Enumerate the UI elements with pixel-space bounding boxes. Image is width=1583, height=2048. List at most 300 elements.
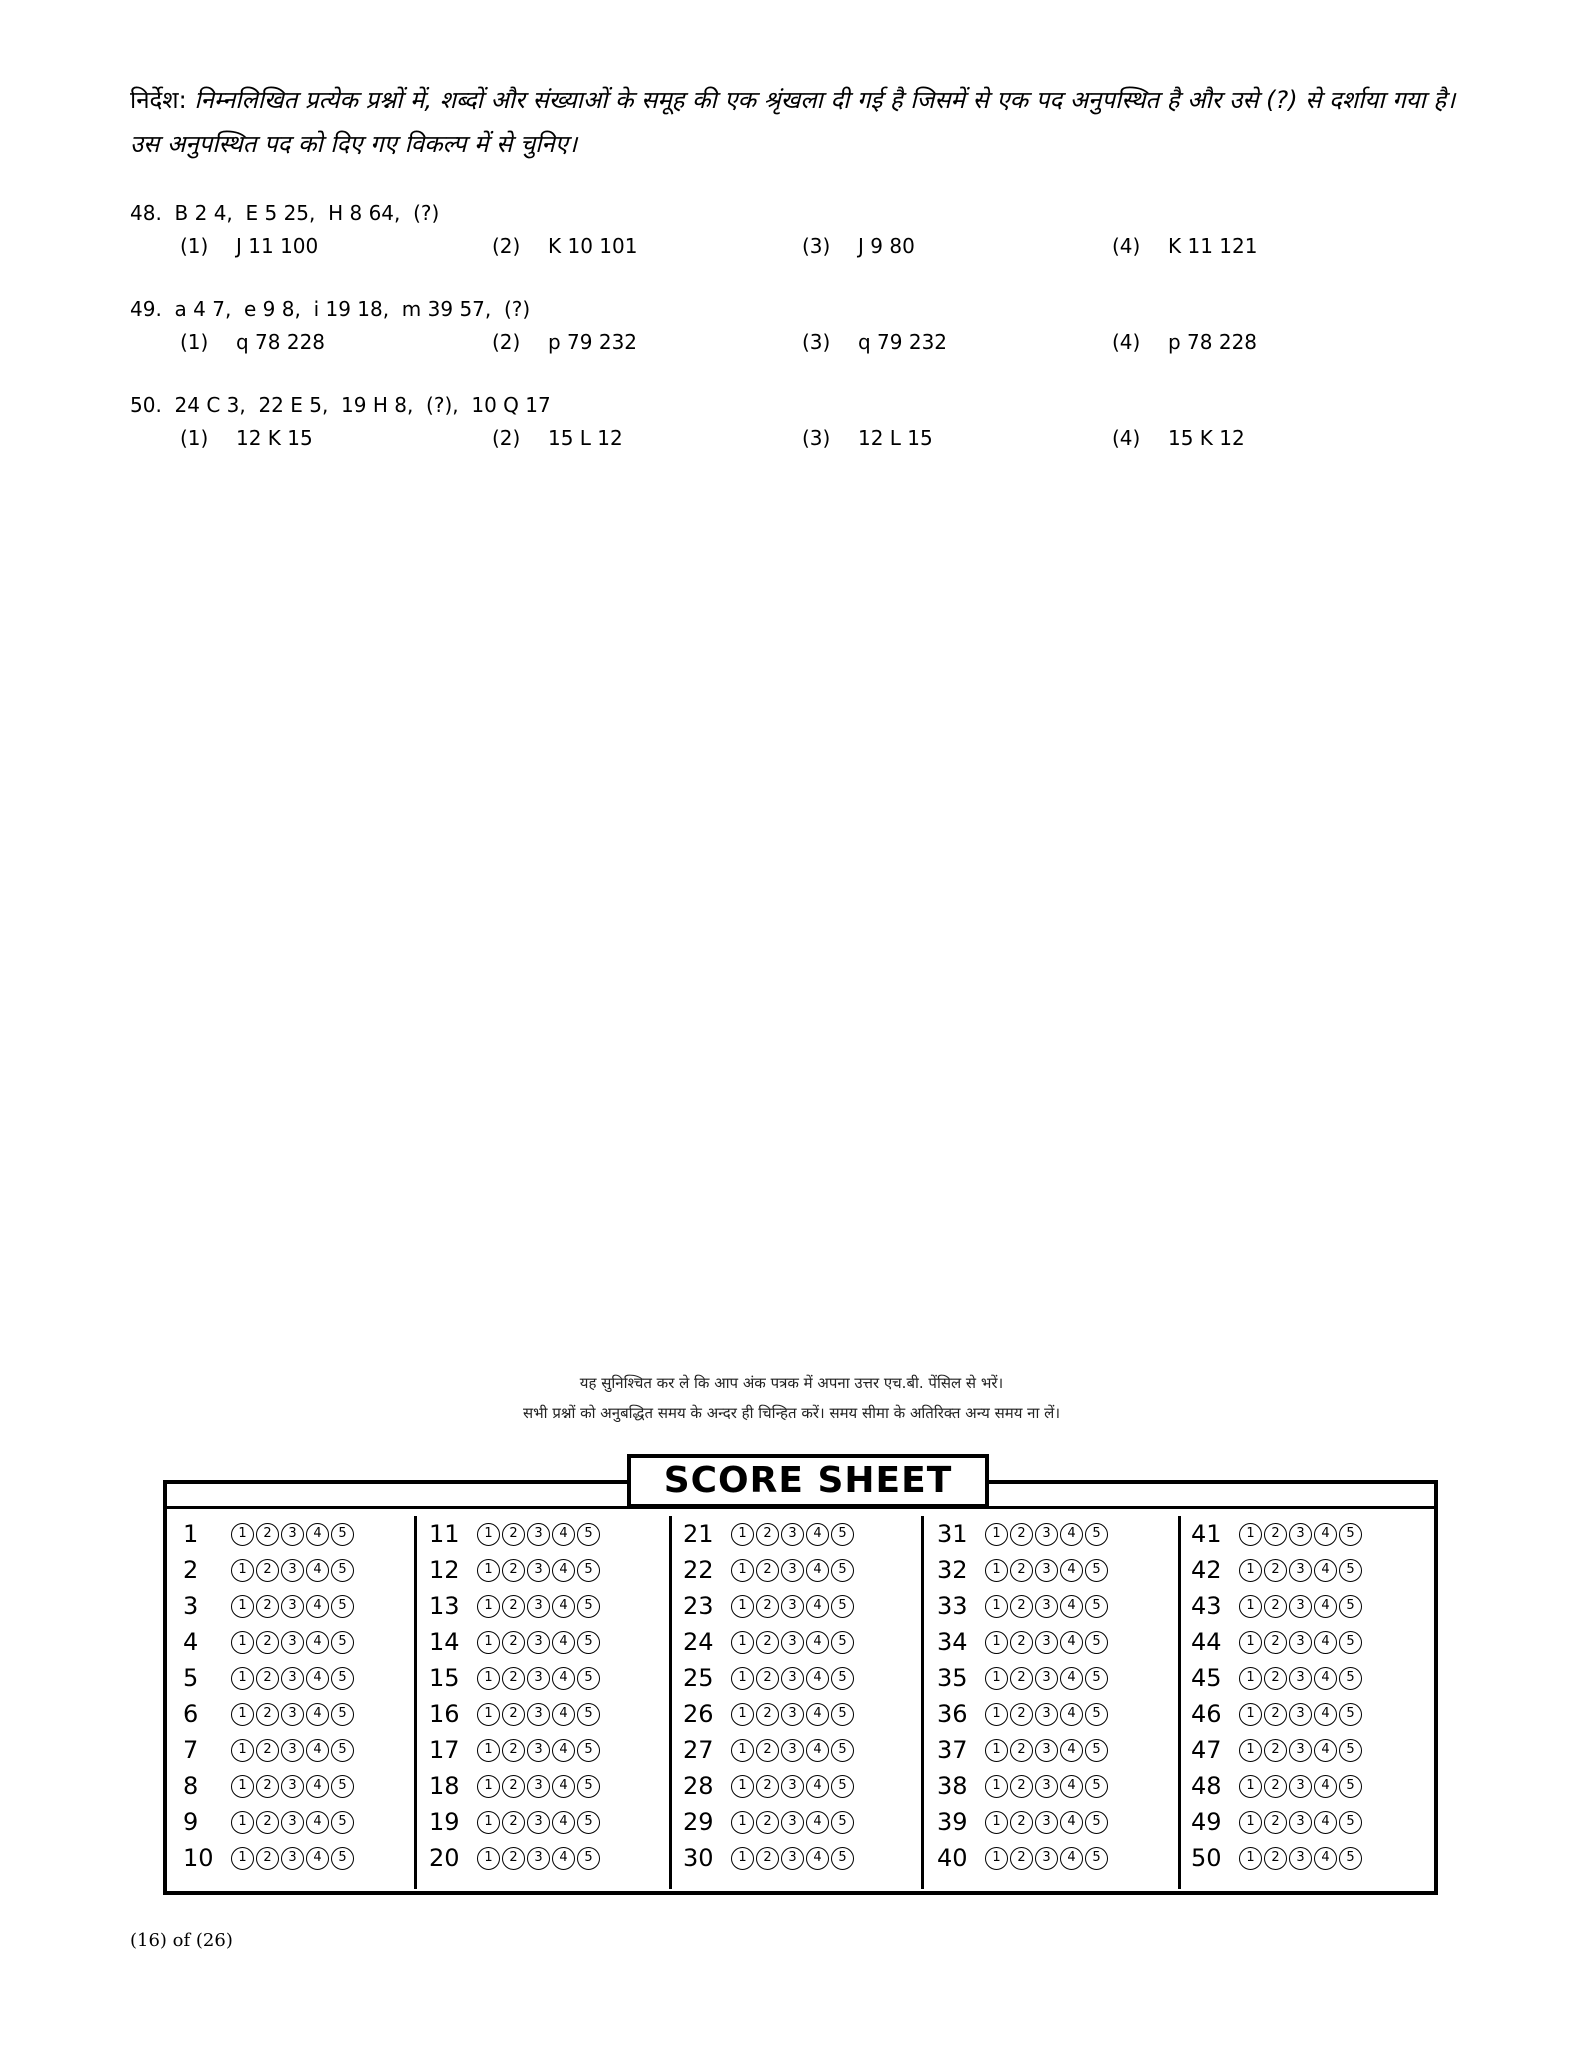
answer-bubble-4[interactable]: 4 [552,1559,575,1582]
answer-bubble-5[interactable]: 5 [577,1595,600,1618]
answer-bubble-1[interactable]: 1 [231,1811,254,1834]
answer-bubble-2[interactable]: 2 [502,1559,525,1582]
answer-bubble-1[interactable]: 1 [985,1703,1008,1726]
answer-bubble-2[interactable]: 2 [256,1559,279,1582]
answer-bubble-3[interactable]: 3 [527,1703,550,1726]
answer-bubble-2[interactable]: 2 [756,1775,779,1798]
option-2 [492,326,637,358]
answer-bubble-2[interactable]: 2 [1264,1631,1287,1654]
answer-bubble-5[interactable]: 5 [1339,1703,1362,1726]
option-text: 15 L 12 [548,426,623,450]
answer-bubble-1[interactable]: 1 [1239,1703,1262,1726]
answer-bubble-4[interactable]: 4 [552,1703,575,1726]
answer-bubble-3[interactable]: 3 [781,1559,804,1582]
answer-bubble-5[interactable]: 5 [331,1811,354,1834]
option-text: K 10 101 [548,234,638,258]
answer-bubbles [731,1775,856,1798]
answer-bubble-2[interactable]: 2 [1264,1523,1287,1546]
answer-bubble-5[interactable]: 5 [831,1739,854,1762]
answer-bubble-5[interactable]: 5 [1339,1631,1362,1654]
answer-bubble-5[interactable]: 5 [1085,1523,1108,1546]
answer-bubble-3[interactable]: 3 [527,1847,550,1870]
answer-bubble-2[interactable]: 2 [502,1523,525,1546]
answer-bubble-2[interactable]: 2 [1264,1703,1287,1726]
answer-bubble-2[interactable]: 2 [1010,1703,1033,1726]
option-number: (4) [1112,426,1141,450]
answer-bubble-2[interactable]: 2 [756,1523,779,1546]
answer-bubble-1[interactable]: 1 [1239,1595,1262,1618]
answer-bubble-5[interactable]: 5 [577,1667,600,1690]
answer-bubble-3[interactable]: 3 [1035,1847,1058,1870]
answer-bubble-1[interactable]: 1 [477,1523,500,1546]
answer-bubble-3[interactable]: 3 [527,1595,550,1618]
answer-bubble-4[interactable]: 4 [1314,1847,1337,1870]
answer-bubble-2[interactable]: 2 [256,1595,279,1618]
answer-bubble-2[interactable]: 2 [502,1847,525,1870]
question-options [130,326,1330,358]
answer-bubble-4[interactable]: 4 [552,1847,575,1870]
answer-bubble-4[interactable]: 4 [806,1775,829,1798]
answer-bubble-2[interactable]: 2 [502,1631,525,1654]
answer-bubble-3[interactable]: 3 [281,1667,304,1690]
answer-bubble-3[interactable]: 3 [781,1703,804,1726]
answer-bubble-2[interactable]: 2 [256,1667,279,1690]
answer-bubble-3[interactable]: 3 [1289,1595,1312,1618]
answer-bubble-5[interactable]: 5 [577,1811,600,1834]
answer-bubble-2[interactable]: 2 [502,1595,525,1618]
answer-bubble-3[interactable]: 3 [781,1667,804,1690]
answer-bubble-1[interactable]: 1 [731,1847,754,1870]
answer-bubble-3[interactable]: 3 [1289,1739,1312,1762]
answer-bubble-5[interactable]: 5 [1085,1739,1108,1762]
answer-bubble-1[interactable]: 1 [985,1739,1008,1762]
answer-bubble-2[interactable]: 2 [1264,1667,1287,1690]
answer-bubble-3[interactable]: 3 [781,1595,804,1618]
answer-question-number: 42 [1191,1556,1222,1584]
column-divider [921,1516,924,1889]
answer-bubble-4[interactable]: 4 [552,1739,575,1762]
answer-bubble-5[interactable]: 5 [577,1847,600,1870]
answer-bubble-2[interactable]: 2 [1010,1775,1033,1798]
answer-bubble-3[interactable]: 3 [781,1631,804,1654]
answer-bubble-1[interactable]: 1 [1239,1739,1262,1762]
answer-bubble-5[interactable]: 5 [831,1703,854,1726]
answer-bubble-2[interactable]: 2 [1264,1847,1287,1870]
answer-bubble-1[interactable]: 1 [477,1703,500,1726]
answer-bubble-3[interactable]: 3 [281,1703,304,1726]
answer-bubble-2[interactable]: 2 [756,1811,779,1834]
answer-row [183,1840,356,1876]
answer-bubble-4[interactable]: 4 [1314,1739,1337,1762]
answer-bubble-4[interactable]: 4 [1060,1847,1083,1870]
answer-bubble-3[interactable]: 3 [781,1739,804,1762]
answer-row [937,1804,1110,1840]
answer-bubble-5[interactable]: 5 [1085,1631,1108,1654]
answer-bubbles [1239,1739,1364,1762]
answer-bubble-5[interactable]: 5 [1085,1811,1108,1834]
answer-bubble-2[interactable]: 2 [756,1667,779,1690]
answer-bubbles [231,1775,356,1798]
answer-bubble-3[interactable]: 3 [281,1739,304,1762]
answer-bubble-4[interactable]: 4 [306,1595,329,1618]
answer-bubble-2[interactable]: 2 [256,1739,279,1762]
answer-bubble-4[interactable]: 4 [1060,1775,1083,1798]
answer-bubble-1[interactable]: 1 [985,1847,1008,1870]
answer-bubble-3[interactable]: 3 [281,1811,304,1834]
answer-bubble-3[interactable]: 3 [1289,1775,1312,1798]
answer-bubble-5[interactable]: 5 [577,1703,600,1726]
answer-bubble-1[interactable]: 1 [477,1559,500,1582]
answer-bubble-4[interactable]: 4 [1060,1703,1083,1726]
answer-bubble-3[interactable]: 3 [781,1523,804,1546]
answer-bubble-2[interactable]: 2 [502,1811,525,1834]
answer-bubble-5[interactable]: 5 [331,1847,354,1870]
answer-bubble-2[interactable]: 2 [1010,1739,1033,1762]
answer-bubble-1[interactable]: 1 [231,1595,254,1618]
answer-bubble-2[interactable]: 2 [1264,1775,1287,1798]
answer-bubble-1[interactable]: 1 [731,1667,754,1690]
answer-bubble-2[interactable]: 2 [502,1667,525,1690]
answer-bubble-3[interactable]: 3 [281,1631,304,1654]
answer-row [1191,1660,1364,1696]
answer-bubble-4[interactable]: 4 [806,1739,829,1762]
answer-bubble-3[interactable]: 3 [1035,1595,1058,1618]
answer-bubble-5[interactable]: 5 [831,1811,854,1834]
answer-bubble-3[interactable]: 3 [1035,1811,1058,1834]
answer-bubble-5[interactable]: 5 [331,1523,354,1546]
answer-bubble-2[interactable]: 2 [756,1595,779,1618]
answer-bubble-1[interactable]: 1 [1239,1667,1262,1690]
answer-bubble-1[interactable]: 1 [477,1595,500,1618]
answer-bubble-5[interactable]: 5 [577,1739,600,1762]
answer-bubble-2[interactable]: 2 [1010,1559,1033,1582]
answer-bubble-3[interactable]: 3 [781,1775,804,1798]
answer-bubble-3[interactable]: 3 [527,1559,550,1582]
answer-bubble-2[interactable]: 2 [1010,1595,1033,1618]
answer-bubble-3[interactable]: 3 [781,1811,804,1834]
answer-bubble-5[interactable]: 5 [331,1775,354,1798]
answer-bubbles [477,1739,602,1762]
answer-bubble-4[interactable]: 4 [1314,1559,1337,1582]
option-1 [180,230,318,262]
answer-row [937,1840,1110,1876]
answer-bubble-4[interactable]: 4 [1314,1811,1337,1834]
answer-bubble-1[interactable]: 1 [731,1703,754,1726]
answer-bubble-4[interactable]: 4 [306,1523,329,1546]
answer-bubble-2[interactable]: 2 [1010,1631,1033,1654]
answer-bubble-1[interactable]: 1 [731,1559,754,1582]
answer-row [429,1552,602,1588]
answer-bubble-1[interactable]: 1 [985,1667,1008,1690]
answer-bubble-5[interactable]: 5 [1085,1847,1108,1870]
answer-bubble-3[interactable]: 3 [281,1595,304,1618]
answer-bubble-1[interactable]: 1 [985,1775,1008,1798]
answer-bubble-1[interactable]: 1 [231,1631,254,1654]
question-options [130,422,1330,454]
answer-bubble-1[interactable]: 1 [731,1739,754,1762]
answer-bubble-1[interactable]: 1 [1239,1775,1262,1798]
answer-row [937,1588,1110,1624]
answer-bubble-4[interactable]: 4 [306,1703,329,1726]
answer-bubble-4[interactable]: 4 [552,1523,575,1546]
answer-row [937,1732,1110,1768]
answer-bubble-5[interactable]: 5 [831,1775,854,1798]
answer-bubble-5[interactable]: 5 [831,1523,854,1546]
answer-bubble-1[interactable]: 1 [231,1775,254,1798]
answer-bubble-3[interactable]: 3 [1035,1523,1058,1546]
answer-bubble-3[interactable]: 3 [527,1739,550,1762]
answer-bubble-3[interactable]: 3 [281,1847,304,1870]
answer-bubbles [231,1595,356,1618]
answer-bubble-2[interactable]: 2 [1264,1559,1287,1582]
answer-bubble-2[interactable]: 2 [1010,1523,1033,1546]
answer-question-number: 18 [429,1772,460,1800]
answer-bubble-3[interactable]: 3 [527,1523,550,1546]
answer-bubble-4[interactable]: 4 [1314,1631,1337,1654]
answer-bubble-4[interactable]: 4 [1060,1667,1083,1690]
answer-bubble-3[interactable]: 3 [1289,1703,1312,1726]
answer-bubble-4[interactable]: 4 [306,1667,329,1690]
answer-bubble-1[interactable]: 1 [1239,1811,1262,1834]
answer-bubble-5[interactable]: 5 [831,1595,854,1618]
answer-bubble-4[interactable]: 4 [552,1667,575,1690]
answer-bubble-5[interactable]: 5 [1339,1667,1362,1690]
option-text: q 79 232 [858,330,948,354]
answer-bubble-2[interactable]: 2 [256,1775,279,1798]
answer-bubble-1[interactable]: 1 [477,1847,500,1870]
answer-bubbles [731,1847,856,1870]
answer-bubble-4[interactable]: 4 [552,1775,575,1798]
answer-bubble-3[interactable]: 3 [527,1811,550,1834]
question-stem [130,196,1330,230]
answer-bubble-1[interactable]: 1 [731,1523,754,1546]
answer-bubble-2[interactable]: 2 [256,1847,279,1870]
answer-bubble-4[interactable]: 4 [1314,1595,1337,1618]
answer-bubble-1[interactable]: 1 [731,1775,754,1798]
answer-bubble-2[interactable]: 2 [502,1775,525,1798]
answer-bubble-1[interactable]: 1 [1239,1559,1262,1582]
answer-bubble-1[interactable]: 1 [231,1703,254,1726]
question-number: 49. [130,297,162,321]
answer-bubble-3[interactable]: 3 [1289,1523,1312,1546]
answer-bubble-5[interactable]: 5 [1339,1847,1362,1870]
answer-bubble-4[interactable]: 4 [1060,1739,1083,1762]
answer-bubble-5[interactable]: 5 [1085,1703,1108,1726]
answer-row [683,1840,856,1876]
answer-bubble-4[interactable]: 4 [1060,1523,1083,1546]
answer-bubble-4[interactable]: 4 [306,1631,329,1654]
answer-bubble-4[interactable]: 4 [552,1631,575,1654]
answer-bubble-4[interactable]: 4 [306,1559,329,1582]
answer-bubble-3[interactable]: 3 [281,1559,304,1582]
answer-bubble-5[interactable]: 5 [577,1631,600,1654]
answer-bubble-4[interactable]: 4 [552,1811,575,1834]
answer-bubble-3[interactable]: 3 [281,1523,304,1546]
answer-row [683,1768,856,1804]
answer-row [1191,1804,1364,1840]
answer-bubble-5[interactable]: 5 [831,1631,854,1654]
answer-row [1191,1840,1364,1876]
answer-bubble-3[interactable]: 3 [781,1847,804,1870]
answer-bubble-5[interactable]: 5 [1339,1523,1362,1546]
answer-question-number: 17 [429,1736,460,1764]
answer-bubble-4[interactable]: 4 [1060,1559,1083,1582]
answer-bubble-5[interactable]: 5 [1339,1811,1362,1834]
answer-bubble-3[interactable]: 3 [527,1667,550,1690]
answer-bubble-5[interactable]: 5 [331,1703,354,1726]
answer-bubble-5[interactable]: 5 [331,1667,354,1690]
answer-bubble-1[interactable]: 1 [477,1631,500,1654]
answer-bubbles [1239,1631,1364,1654]
answer-bubble-2[interactable]: 2 [1010,1667,1033,1690]
answer-bubble-1[interactable]: 1 [477,1739,500,1762]
answer-bubble-1[interactable]: 1 [985,1631,1008,1654]
answer-bubble-4[interactable]: 4 [806,1847,829,1870]
answer-bubble-4[interactable]: 4 [806,1559,829,1582]
answer-bubble-2[interactable]: 2 [756,1703,779,1726]
answer-bubble-3[interactable]: 3 [1289,1811,1312,1834]
answer-bubble-2[interactable]: 2 [1010,1847,1033,1870]
answer-bubble-3[interactable]: 3 [1289,1847,1312,1870]
answer-bubble-3[interactable]: 3 [1035,1559,1058,1582]
answer-bubble-4[interactable]: 4 [1314,1667,1337,1690]
answer-bubble-1[interactable]: 1 [731,1631,754,1654]
answer-bubble-4[interactable]: 4 [1060,1595,1083,1618]
answer-bubble-2[interactable]: 2 [256,1703,279,1726]
answer-bubble-4[interactable]: 4 [806,1595,829,1618]
answer-bubble-3[interactable]: 3 [1035,1775,1058,1798]
answer-bubble-5[interactable]: 5 [1339,1739,1362,1762]
answer-bubble-1[interactable]: 1 [477,1811,500,1834]
answer-bubble-5[interactable]: 5 [1085,1667,1108,1690]
answer-bubble-4[interactable]: 4 [806,1523,829,1546]
answer-bubble-5[interactable]: 5 [1085,1595,1108,1618]
answer-bubble-4[interactable]: 4 [1060,1811,1083,1834]
answer-bubble-5[interactable]: 5 [1339,1775,1362,1798]
answer-bubble-3[interactable]: 3 [1289,1667,1312,1690]
answer-bubble-1[interactable]: 1 [985,1523,1008,1546]
answer-bubble-4[interactable]: 4 [806,1811,829,1834]
answer-bubble-3[interactable]: 3 [1035,1631,1058,1654]
answer-bubble-1[interactable]: 1 [231,1559,254,1582]
answer-bubble-2[interactable]: 2 [502,1703,525,1726]
option-text: K 11 121 [1168,234,1258,258]
answer-bubble-1[interactable]: 1 [985,1811,1008,1834]
answer-question-number: 16 [429,1700,460,1728]
answer-bubble-2[interactable]: 2 [756,1739,779,1762]
answer-bubble-3[interactable]: 3 [527,1775,550,1798]
answer-bubble-3[interactable]: 3 [1289,1631,1312,1654]
answer-bubble-4[interactable]: 4 [1314,1523,1337,1546]
answer-bubble-5[interactable]: 5 [331,1559,354,1582]
answer-bubble-4[interactable]: 4 [306,1739,329,1762]
answer-bubble-4[interactable]: 4 [806,1703,829,1726]
answer-question-number: 13 [429,1592,460,1620]
answer-bubble-5[interactable]: 5 [1085,1559,1108,1582]
answer-bubble-5[interactable]: 5 [577,1523,600,1546]
answer-bubble-4[interactable]: 4 [806,1631,829,1654]
option-4 [1112,230,1257,262]
answer-bubble-3[interactable]: 3 [1035,1703,1058,1726]
answer-bubble-5[interactable]: 5 [577,1775,600,1798]
answer-bubble-4[interactable]: 4 [306,1847,329,1870]
answer-bubble-1[interactable]: 1 [985,1559,1008,1582]
answer-bubble-4[interactable]: 4 [806,1667,829,1690]
question-options [130,230,1330,262]
answer-bubble-1[interactable]: 1 [477,1775,500,1798]
answer-bubble-1[interactable]: 1 [477,1667,500,1690]
answer-bubble-2[interactable]: 2 [256,1523,279,1546]
answer-bubble-1[interactable]: 1 [231,1847,254,1870]
answer-bubble-5[interactable]: 5 [1339,1595,1362,1618]
answer-bubble-5[interactable]: 5 [831,1559,854,1582]
answer-bubble-5[interactable]: 5 [331,1739,354,1762]
answer-bubble-3[interactable]: 3 [281,1775,304,1798]
answer-bubble-4[interactable]: 4 [1314,1775,1337,1798]
answer-bubble-2[interactable]: 2 [756,1847,779,1870]
answer-bubble-1[interactable]: 1 [1239,1523,1262,1546]
instruction-line-1: यह सुनिश्चित कर ले कि आप अंक पत्रक में अपना उत्तर एच.बी. पेंसिल से भरें। [579,1374,1004,1392]
answer-bubble-2[interactable]: 2 [256,1811,279,1834]
answer-bubble-5[interactable]: 5 [331,1631,354,1654]
option-number: (2) [492,426,521,450]
answer-bubble-5[interactable]: 5 [577,1559,600,1582]
answer-bubble-1[interactable]: 1 [231,1523,254,1546]
answer-bubbles [1239,1559,1364,1582]
answer-bubble-5[interactable]: 5 [831,1847,854,1870]
answer-bubble-1[interactable]: 1 [731,1595,754,1618]
option-3 [802,326,947,358]
answer-bubble-2[interactable]: 2 [256,1631,279,1654]
answer-bubble-2[interactable]: 2 [502,1739,525,1762]
answer-bubble-4[interactable]: 4 [1060,1631,1083,1654]
answer-bubble-2[interactable]: 2 [1264,1595,1287,1618]
answer-bubble-1[interactable]: 1 [731,1811,754,1834]
answer-row [183,1804,356,1840]
answer-bubble-4[interactable]: 4 [306,1811,329,1834]
answer-bubble-1[interactable]: 1 [231,1739,254,1762]
answer-bubble-1[interactable]: 1 [1239,1631,1262,1654]
answer-row [683,1588,856,1624]
answer-bubble-5[interactable]: 5 [331,1595,354,1618]
answer-bubble-1[interactable]: 1 [985,1595,1008,1618]
answer-bubble-4[interactable]: 4 [306,1775,329,1798]
answer-bubbles [1239,1523,1364,1546]
answer-bubble-2[interactable]: 2 [756,1631,779,1654]
answer-bubble-5[interactable]: 5 [831,1667,854,1690]
answer-bubble-5[interactable]: 5 [1085,1775,1108,1798]
answer-bubbles [477,1847,602,1870]
answer-bubble-2[interactable]: 2 [756,1559,779,1582]
answer-row [429,1624,602,1660]
answer-bubble-2[interactable]: 2 [1264,1811,1287,1834]
answer-bubble-4[interactable]: 4 [552,1595,575,1618]
answer-bubble-3[interactable]: 3 [1035,1667,1058,1690]
option-text: p 79 232 [548,330,638,354]
option-text: 12 K 15 [236,426,313,450]
answer-bubble-3[interactable]: 3 [527,1631,550,1654]
answer-bubble-5[interactable]: 5 [1339,1559,1362,1582]
answer-bubble-3[interactable]: 3 [1035,1739,1058,1762]
answer-bubble-2[interactable]: 2 [1264,1739,1287,1762]
answer-bubble-3[interactable]: 3 [1289,1559,1312,1582]
answer-bubble-1[interactable]: 1 [1239,1847,1262,1870]
answer-bubbles [1239,1811,1364,1834]
answer-bubble-1[interactable]: 1 [231,1667,254,1690]
answer-bubble-2[interactable]: 2 [1010,1811,1033,1834]
answer-bubble-4[interactable]: 4 [1314,1703,1337,1726]
question-number: 50. [130,393,162,417]
